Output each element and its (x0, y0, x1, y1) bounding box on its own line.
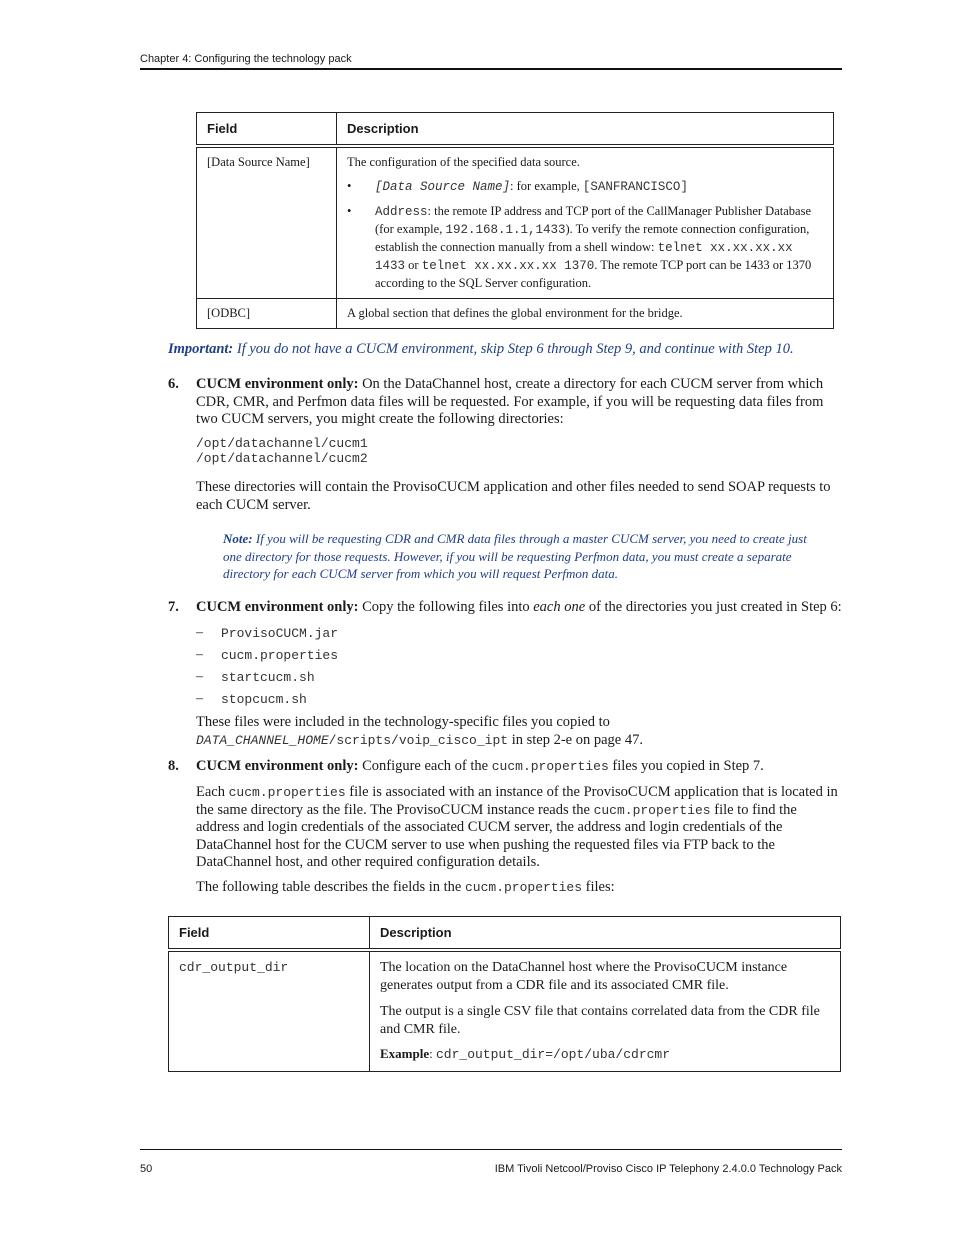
step-6-followup: These directories will contain the ProvisoCUCM application and other files needed to send SOAP requests to each CUCM server. (196, 479, 831, 513)
inline-code: Address (375, 205, 428, 219)
emphasis: each one (533, 599, 586, 615)
list-item: startcucm.sh (221, 670, 315, 685)
bullet-text: or (405, 258, 422, 272)
inline-code: telnet xx.xx.xx.xx 1370 (421, 259, 595, 273)
table-intro (196, 879, 842, 897)
table-header-row (169, 917, 841, 951)
path-variable: DATA_CHANNEL_HOME (196, 732, 329, 748)
dash-icon: – (196, 691, 203, 706)
inline-code: [Data Source Name] (375, 180, 511, 194)
step-number: 8. (168, 758, 179, 774)
field-cell (197, 146, 337, 299)
description-cell (337, 146, 834, 299)
description-paragraph: The location on the DataChannel host where the ProvisoCUCM instance generates output from a CDR file and its associated CMR file. (380, 960, 788, 993)
step-body: Configure each of the (358, 758, 492, 774)
bullet-item (347, 178, 823, 196)
inline-code: cucm.properties (228, 785, 346, 800)
inline-code: cucm.properties (491, 759, 609, 774)
path-rest: /scripts/voip_cisco_ipt (328, 732, 509, 748)
example-code: cdr_output_dir=/opt/uba/cdrcmr (436, 1047, 671, 1062)
step-number: 7. (168, 599, 179, 615)
running-header: Chapter 4: Configuring the technology pack (140, 53, 352, 65)
field-name: [Data Source Name] (207, 155, 310, 169)
inline-code: cucm.properties (593, 802, 711, 818)
step-body: files you copied in Step 7. (608, 758, 764, 774)
footer-rule (140, 1149, 842, 1150)
paragraph-text: The following table describes the fields in the (196, 879, 465, 895)
step-lead: CUCM environment only: (196, 758, 359, 774)
description-text: A global section that defines the global environment for the bridge. (347, 306, 683, 320)
step-lead: CUCM environment only: (196, 376, 359, 392)
description-paragraph: The output is a single CSV file that contains correlated data from the CDR file and CMR file. (380, 1004, 820, 1037)
bullet-text: ). To verify the remote connection configuration, establish the connection manually from a shell window: (375, 222, 810, 254)
page-number: 50 (140, 1163, 153, 1175)
dash-icon: – (196, 669, 203, 684)
paragraph-text: file is associated with an instance of the ProvisoCUCM application that is located in the same directory as the file. The ProvisoCUCM instance reads the (196, 784, 838, 818)
field-cell (169, 950, 370, 1072)
table-row (169, 950, 841, 1072)
followup-text: in step 2-e on page 47. (508, 731, 643, 748)
field-name: cdr_output_dir (179, 960, 289, 975)
step-body: Copy the following files into (358, 599, 534, 615)
bullet-text: : for example, (510, 179, 583, 193)
code-line: /opt/datachannel/cucm1 (196, 436, 368, 451)
step-6-text (196, 376, 842, 429)
followup-line: These files were included in the technology-specific files you copied to (196, 714, 610, 730)
cucm-properties-table (168, 916, 841, 1072)
inline-code: cucm.properties (464, 880, 583, 895)
important-text: If you do not have a CUCM environment, skip Step 6 through Step 9, and continue with Step 10. (236, 341, 794, 357)
data-source-table (196, 112, 834, 329)
followup-line (196, 732, 842, 750)
description-cell (370, 950, 841, 1072)
note-callout (223, 530, 813, 583)
bullet-item (347, 203, 823, 292)
inline-code: telnet xx.xx.xx.xx 1433 (375, 241, 793, 273)
paragraph-text: files: (582, 879, 615, 895)
dash-icon: – (196, 647, 203, 662)
code-block (196, 436, 368, 466)
step-8-text (196, 758, 842, 776)
col-description-header: Description (370, 917, 841, 951)
table-row (197, 299, 834, 329)
note-label: Note: (223, 531, 253, 546)
important-callout (168, 341, 794, 358)
step-7-text (196, 599, 846, 617)
field-name: [ODBC] (207, 306, 251, 320)
table-row (197, 146, 834, 299)
bullet-text: : the remote IP address and TCP port of the CallManager Publisher Database (for example, (375, 204, 811, 236)
col-field-header: Field (169, 917, 370, 951)
important-label: Important: (168, 341, 234, 357)
step-body: On the DataChannel host, create a directory for each CUCM server from which CDR, CMR, and Perfmon data files will be requested. For example, if you will be requesting data files from two CUCM servers, you might create the following directories: (196, 376, 824, 427)
list-item: cucm.properties (221, 648, 339, 663)
bullet-icon: • (347, 204, 352, 218)
example-label: Example (380, 1046, 430, 1061)
header-rule (140, 68, 842, 70)
note-text: If you will be requesting CDR and CMR data files through a master CUCM server, you need to create just one directory for those requests. However, if you will be requesting Perfmon data, you must create a separate directory for each CUCM server from which you will request Perfmon data. (223, 531, 807, 581)
inline-code: 192.168.1.1,1433 (445, 223, 566, 237)
step-7-followup (196, 714, 842, 749)
step-8-paragraph (196, 784, 842, 872)
step-number: 6. (168, 376, 179, 392)
footer-title: IBM Tivoli Netcool/Proviso Cisco IP Telephony 2.4.0.0 Technology Pack (494, 1163, 842, 1175)
col-field-header: Field (197, 113, 337, 147)
description-intro: The configuration of the specified data source. (347, 155, 580, 169)
col-description-header: Description (337, 113, 834, 147)
field-cell (197, 299, 337, 329)
code-line: /opt/datachannel/cucm2 (196, 451, 368, 466)
step-lead: CUCM environment only: (196, 599, 359, 615)
list-item: ProvisoCUCM.jar (221, 626, 339, 641)
step-body: of the directories you just created in Step 6: (585, 599, 842, 615)
bullet-text: . The remote TCP port can be 1433 or 1370 according to the SQL Server configuration. (375, 258, 812, 290)
inline-code: [SANFRANCISCO] (582, 180, 688, 194)
bullet-icon: • (347, 179, 352, 193)
dash-icon: – (196, 625, 203, 640)
example-line (380, 1045, 830, 1064)
table-header-row (197, 113, 834, 147)
list-item: stopcucm.sh (221, 692, 307, 707)
paragraph-text: Each (196, 784, 229, 800)
paragraph-text: file to find the address and login credentials of the associated CUCM server, the address and login credentials of the DataChannel host for the CUCM server to use when pushing the requested files via FTP back to the DataChannel host, and other required configuration details. (196, 801, 797, 870)
example-colon: : (429, 1046, 436, 1061)
description-cell (337, 299, 834, 329)
